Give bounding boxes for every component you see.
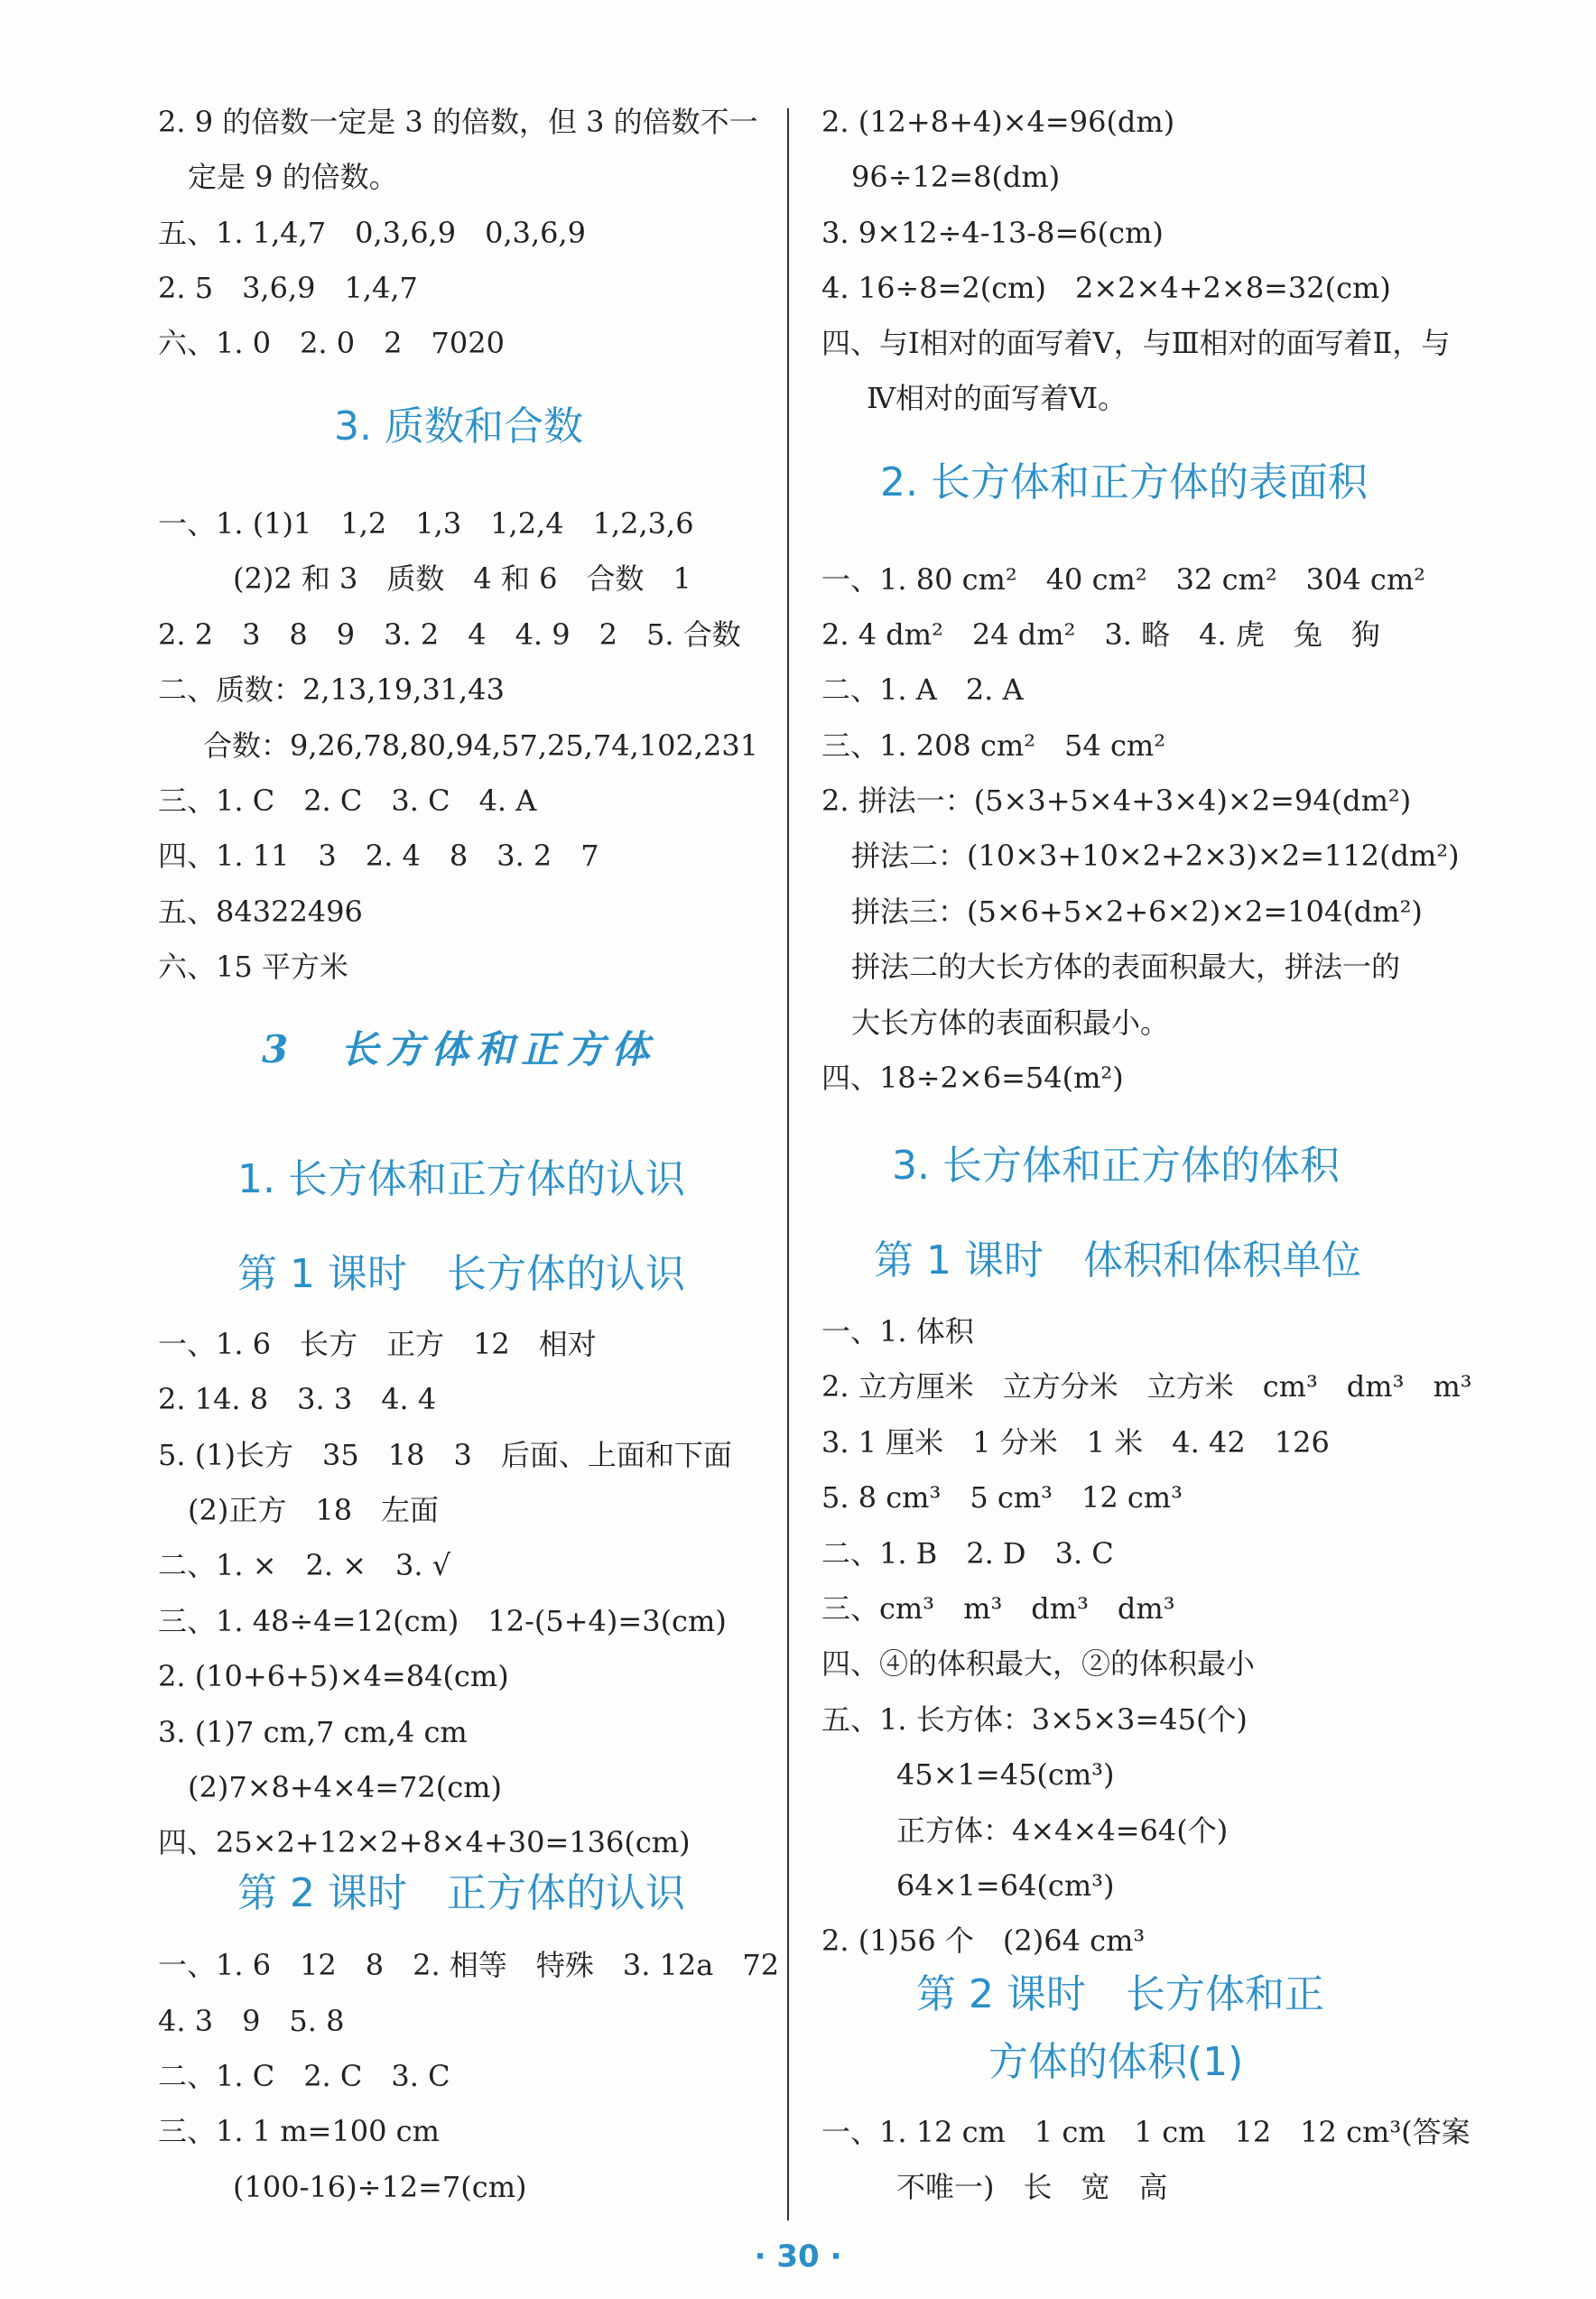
answer-line: 四、④的体积最大，②的体积最小 <box>821 1646 1256 1681</box>
answer-line: 拼法二：(10×3+10×2+2×3)×2=112(dm²) <box>851 839 1460 873</box>
answer-line: 一、1. 6 长方 正方 12 相对 <box>158 1327 597 1361</box>
answer-line: 大长方体的表面积最小。 <box>851 1006 1170 1040</box>
answer-line: 三、1. C 2. C 3. C 4. A <box>158 783 537 818</box>
answer-line: 三、1. 48÷4=12(cm) 12-(5+4)=3(cm) <box>158 1604 727 1638</box>
answer-line: 4. 16÷8=2(cm) 2×2×4+2×8=32(cm) <box>821 271 1391 305</box>
answer-line: 一、1. 6 12 8 2. 相等 特殊 3. 12a 72 <box>158 1948 780 1982</box>
answer-line: 64×1=64(cm³) <box>896 1868 1115 1903</box>
answer-line: 不唯一) 长 宽 高 <box>896 2170 1168 2204</box>
answer-line: 拼法二的大长方体的表面积最大，拼法一的 <box>851 950 1401 984</box>
answer-line: 二、质数：2,13,19,31,43 <box>158 672 505 707</box>
answer-line: 5. 8 cm³ 5 cm³ 12 cm³ <box>821 1480 1183 1515</box>
answer-line: (2)7×8+4×4=72(cm) <box>188 1770 502 1804</box>
answer-line: 2. 2 3 8 9 3. 2 4 4. 9 2 5. 合数 <box>158 617 741 652</box>
answer-line: Ⅳ相对的面写着Ⅵ。 <box>867 381 1127 415</box>
answer-line: 六、1. 0 2. 0 2 7020 <box>158 326 505 360</box>
answer-line: 合数：9,26,78,80,94,57,25,74,102,231 <box>203 728 759 763</box>
answer-line: 2. 5 3,6,9 1,4,7 <box>158 271 418 305</box>
answer-line: 拼法三：(5×6+5×2+6×2)×2=104(dm²) <box>851 895 1423 929</box>
section-heading: 3. 长方体和正方体的体积 <box>892 1143 1340 1189</box>
section-heading: 3 长方体和正方体 <box>262 1027 657 1071</box>
answer-line: 三、cm³ m³ dm³ dm³ <box>821 1591 1175 1626</box>
answer-line: 一、1. 体积 <box>821 1314 974 1349</box>
answer-line: 2. (12+8+4)×4=96(dm) <box>821 105 1175 139</box>
section-heading: 第 2 课时 正方体的认识 <box>237 1870 685 1916</box>
section-heading: 第 1 课时 体积和体积单位 <box>874 1238 1361 1284</box>
answer-line: (2)2 和 3 质数 4 和 6 合数 1 <box>233 561 691 596</box>
answer-line: 六、15 平方米 <box>158 950 348 984</box>
section-heading: 第 1 课时 长方体的认识 <box>237 1251 685 1297</box>
section-heading: 2. 长方体和正方体的表面积 <box>880 459 1368 505</box>
page-number: · 30 · <box>754 2239 842 2275</box>
answer-line: 一、1. 12 cm 1 cm 1 cm 12 12 cm³(答案 <box>821 2115 1471 2149</box>
answer-line: (100-16)÷12=7(cm) <box>233 2170 527 2204</box>
answer-line: 2. 14. 8 3. 3 4. 4 <box>158 1382 437 1416</box>
answer-line: 五、84322496 <box>158 895 363 929</box>
answer-line: 五、1. 1,4,7 0,3,6,9 0,3,6,9 <box>158 216 587 250</box>
answer-line: 二、1. C 2. C 3. C <box>158 2059 450 2093</box>
answer-line: 二、1. × 2. × 3. √ <box>158 1548 451 1582</box>
section-heading: 第 2 课时 长方体和正 <box>916 1971 1324 2017</box>
answer-line: 2. 9 的倍数一定是 3 的倍数，但 3 的倍数不一 <box>158 105 758 139</box>
answer-line: 四、1. 11 3 2. 4 8 3. 2 7 <box>158 839 599 873</box>
answer-line: 定是 9 的倍数。 <box>188 160 398 194</box>
answer-line: 5. (1)长方 35 18 3 后面、上面和下面 <box>158 1438 732 1472</box>
answer-line: 96÷12=8(dm) <box>851 160 1061 194</box>
answer-line: 2. 立方厘米 立方分米 立方米 cm³ dm³ m³ <box>821 1369 1472 1404</box>
answer-line: 正方体：4×4×4=64(个) <box>896 1813 1229 1848</box>
answer-line: 2. (1)56 个 (2)64 cm³ <box>821 1924 1146 1958</box>
answer-line: 2. (10+6+5)×4=84(cm) <box>158 1659 509 1693</box>
answer-line: 四、18÷2×6=54(m²) <box>821 1061 1124 1095</box>
section-heading: 1. 长方体和正方体的认识 <box>237 1156 685 1202</box>
answer-line: 45×1=45(cm³) <box>896 1757 1115 1792</box>
answer-line: 二、1. B 2. D 3. C <box>821 1536 1114 1571</box>
answer-line: 3. (1)7 cm,7 cm,4 cm <box>158 1715 468 1749</box>
answer-line: 三、1. 208 cm² 54 cm² <box>821 728 1166 763</box>
answer-line: 2. 4 dm² 24 dm² 3. 略 4. 虎 兔 狗 <box>821 617 1380 652</box>
answer-line: 2. 拼法一：(5×3+5×4+3×4)×2=94(dm²) <box>821 783 1412 818</box>
answer-line: 三、1. 1 m=100 cm <box>158 2114 440 2148</box>
answer-line: 3. 9×12÷4-13-8=6(cm) <box>821 216 1164 250</box>
answer-line: 四、与Ⅰ相对的面写着Ⅴ，与Ⅲ相对的面写着Ⅱ，与 <box>821 326 1451 360</box>
answer-line: 一、1. 80 cm² 40 cm² 32 cm² 304 cm² <box>821 562 1426 597</box>
section-heading: 方体的体积(1) <box>988 2039 1244 2085</box>
answer-line: 4. 3 9 5. 8 <box>158 2004 345 2038</box>
answer-line: 四、25×2+12×2+8×4+30=136(cm) <box>158 1825 691 1859</box>
answer-line: 二、1. A 2. A <box>821 672 1024 707</box>
section-heading: 3. 质数和合数 <box>334 403 583 450</box>
answer-line: 3. 1 厘米 1 分米 1 米 4. 42 126 <box>821 1425 1330 1460</box>
answer-line: 一、1. (1)1 1,2 1,3 1,2,4 1,2,3,6 <box>158 506 694 541</box>
answer-line: 五、1. 长方体：3×5×3=45(个) <box>821 1702 1248 1737</box>
answer-line: (2)正方 18 左面 <box>188 1493 440 1527</box>
column-divider <box>787 108 789 2220</box>
